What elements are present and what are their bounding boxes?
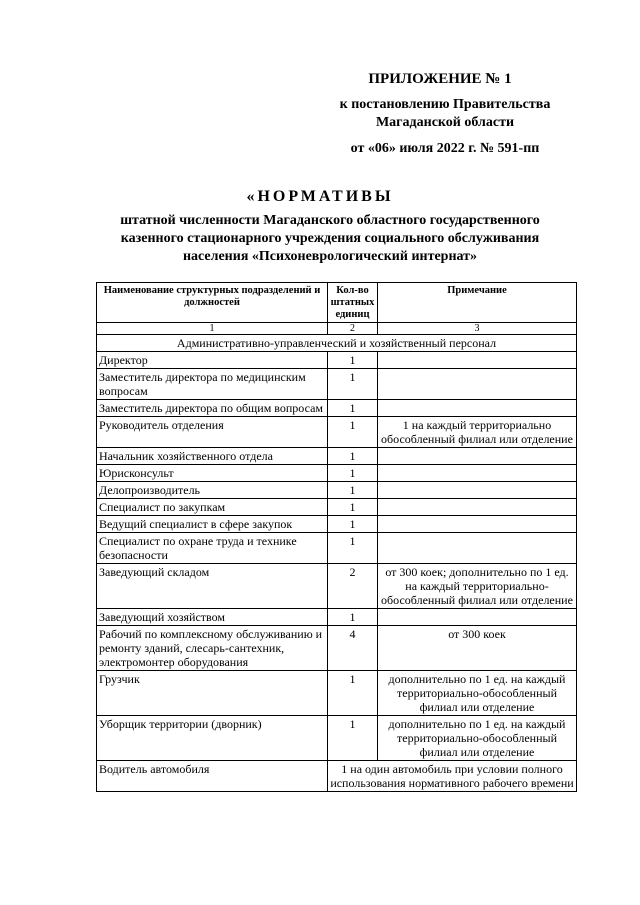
position-name: Ведущий специалист в сфере закупок [97,516,328,533]
appendix-line-1: к постановлению Правительства [339,97,551,112]
staff-norms-table [96,282,577,792]
section-title: Административно-управленческий и хозяйственный персонал [97,335,577,352]
appendix-line-3: от «06» июля 2022 г. № 591-пп [350,141,540,156]
column-number: 1 [97,323,328,335]
position-name: Грузчик [97,671,328,716]
column-number: 2 [328,323,378,335]
position-note: от 300 коек; дополнительно по 1 ед. на каждый территориально-обособленный филиал или отделение [378,564,577,609]
position-note [378,516,577,533]
position-name: Заведующий хозяйством [97,609,328,626]
table-row [97,482,577,499]
table-row [97,761,577,792]
table-row [97,716,577,761]
table-row [97,465,577,482]
staff-quantity: 1 [328,533,378,564]
table-row [97,626,577,671]
table-row [97,352,577,369]
position-note: дополнительно по 1 ед. на каждый территориально-обособленный филиал или отделение [378,671,577,716]
position-name: Специалист по закупкам [97,499,328,516]
document-title: «НОРМАТИВЫ [246,188,394,205]
position-name: Заместитель директора по общим вопросам [97,400,328,417]
table-row [97,448,577,465]
table-row [97,609,577,626]
position-note [378,609,577,626]
header-position: Наименование структурных подразделений и должностей [97,283,328,323]
header-note: Примечание [378,283,577,323]
position-note [378,482,577,499]
position-note: дополнительно по 1 ед. на каждый территориально-обособленный филиал или отделение [378,716,577,761]
position-name: Юрисконсульт [97,465,328,482]
column-number: 3 [378,323,577,335]
position-note [378,352,577,369]
staff-quantity: 2 [328,564,378,609]
staff-quantity: 4 [328,626,378,671]
position-note [378,369,577,400]
position-name: Специалист по охране труда и технике безопасности [97,533,328,564]
appendix-line-2: Магаданской области [375,115,515,130]
table-row [97,400,577,417]
position-name: Начальник хозяйственного отдела [97,448,328,465]
staff-quantity: 1 [328,609,378,626]
position-note [378,400,577,417]
staff-quantity: 1 [328,516,378,533]
staff-quantity: 1 [328,369,378,400]
appendix-title: ПРИЛОЖЕНИЕ № 1 [368,71,512,87]
table-column-numbers [97,323,577,335]
position-note: от 300 коек [378,626,577,671]
staff-quantity: 1 [328,499,378,516]
position-note: 1 на каждый территориально обособленный филиал или отделение [378,417,577,448]
table-row [97,499,577,516]
position-name: Заведующий складом [97,564,328,609]
table-row [97,671,577,716]
staff-quantity: 1 [328,400,378,417]
section-row [97,335,577,352]
table-row [97,516,577,533]
position-name: Рабочий по комплексному обслуживанию и ремонту зданий, слесарь-сантехник, электромонтер оборудования [97,626,328,671]
position-name: Уборщик территории (дворник) [97,716,328,761]
staff-quantity: 1 [328,465,378,482]
staff-quantity: 1 [328,352,378,369]
position-name: Директор [97,352,328,369]
position-note: 1 на один автомобиль при условии полного использования нормативного рабочего времени [328,761,577,792]
staff-quantity: 1 [328,448,378,465]
table-row [97,533,577,564]
position-note [378,533,577,564]
position-name: Делопроизводитель [97,482,328,499]
staff-quantity: 1 [328,671,378,716]
staff-quantity: 1 [328,417,378,448]
position-name: Водитель автомобиля [97,761,328,792]
position-name: Заместитель директора по медицинским вопросам [97,369,328,400]
table-row [97,564,577,609]
table-row [97,369,577,400]
header-quantity: Кол-во штатных единиц [328,283,378,323]
position-note [378,465,577,482]
position-note [378,499,577,516]
document-subtitle: штатной численности Магаданского областного государственного казенного стационарного учреждения социального обслуживания населения «Психоневрологический интернат» [120,213,540,264]
position-note [378,448,577,465]
table-header-row [97,283,577,323]
position-name: Руководитель отделения [97,417,328,448]
table-row [97,417,577,448]
staff-quantity: 1 [328,482,378,499]
staff-quantity: 1 [328,716,378,761]
